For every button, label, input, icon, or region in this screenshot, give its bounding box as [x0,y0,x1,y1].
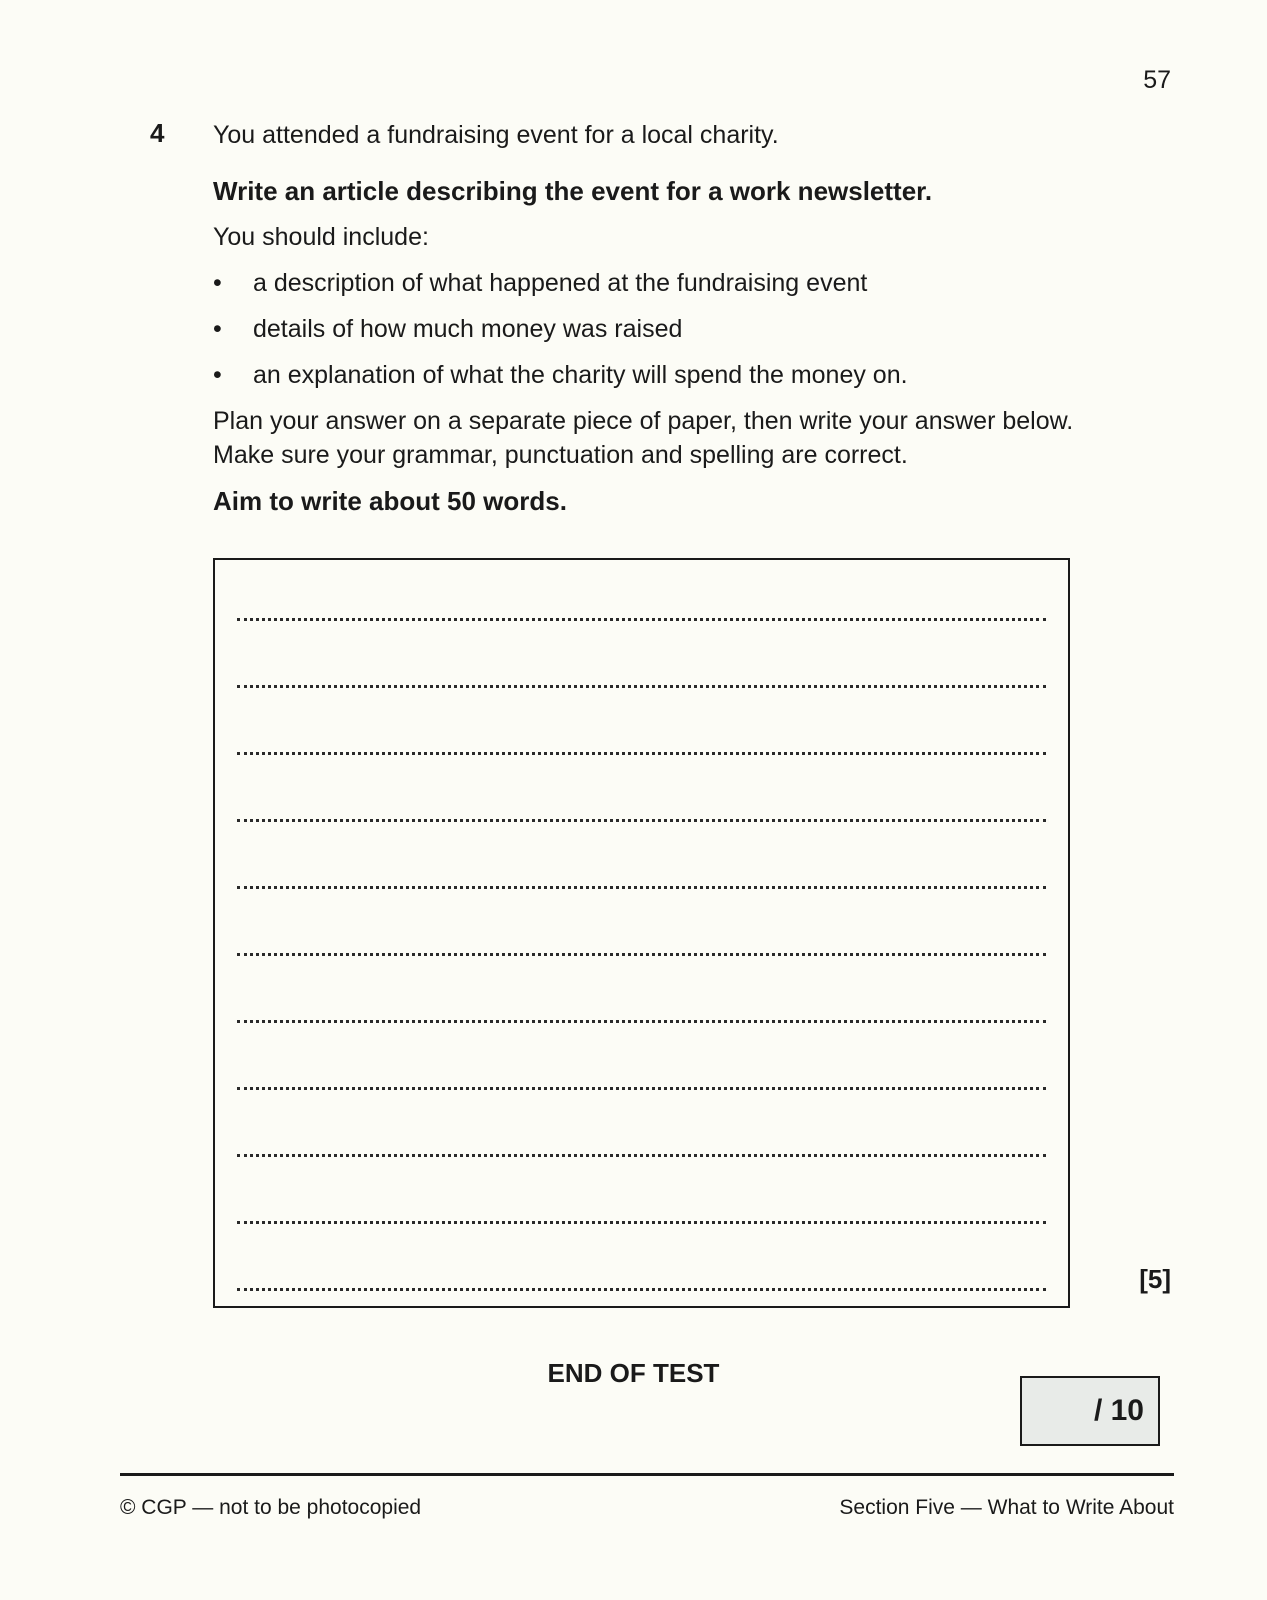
score-box[interactable] [1020,1376,1160,1446]
word-count-aim: Aim to write about 50 words. [213,486,567,516]
bullet-icon: • [213,315,222,343]
list-item-text: details of how much money was raised [253,315,683,343]
list-item [213,312,1143,346]
end-of-test-heading: END OF TEST [547,1358,720,1388]
footer-section-title: Section Five — What to Write About [839,1496,1174,1519]
list-item [213,266,1143,300]
list-item [213,358,1143,392]
answer-line[interactable] [237,953,1046,956]
answer-line[interactable] [237,618,1046,621]
score-total: / 10 [1093,1394,1144,1427]
answer-line[interactable] [237,1154,1046,1157]
footer-copyright: © CGP — not to be photocopied [120,1496,422,1519]
answer-line[interactable] [237,886,1046,889]
question-body [213,118,1143,518]
footer-divider [120,1473,1174,1476]
answer-line[interactable] [237,685,1046,688]
bullet-icon: • [213,269,222,297]
bullet-icon: • [213,361,222,389]
page-number: 57 [1143,66,1171,94]
answer-line[interactable] [237,1221,1046,1224]
question-intro: You attended a fundraising event for a local charity. [213,121,779,149]
question-number: 4 [150,118,165,148]
plan-instructions [213,404,1143,472]
requirements-list [213,266,1143,392]
question-task: Write an article describing the event for a work newsletter. [213,176,933,206]
answer-line[interactable] [237,752,1046,755]
answer-line[interactable] [237,1020,1046,1023]
list-item-text: a description of what happened at the fundraising event [253,269,868,297]
answer-line[interactable] [237,1288,1046,1291]
answer-line[interactable] [237,819,1046,822]
marks-label: [5] [1139,1264,1171,1294]
plan-line-2: Make sure your grammar, punctuation and spelling are correct. [213,441,908,469]
list-item-text: an explanation of what the charity will spend the money on. [253,361,908,389]
include-label: You should include: [213,223,429,251]
answer-line[interactable] [237,1087,1046,1090]
plan-line-1: Plan your answer on a separate piece of paper, then write your answer below. [213,407,1074,435]
answer-box[interactable] [213,558,1070,1308]
